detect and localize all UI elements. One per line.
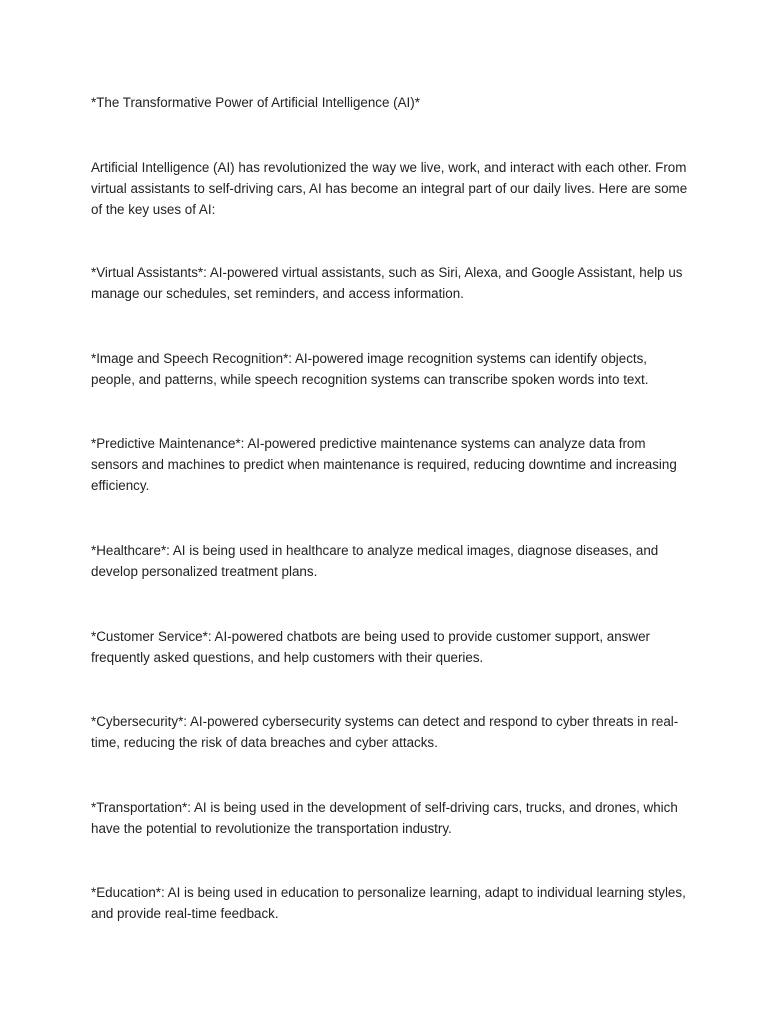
document-title: *The Transformative Power of Artificial Intelligence (AI)* <box>91 95 420 110</box>
paragraph-image-speech-recognition: *Image and Speech Recognition*: AI-powered image recognition systems can identify objects, people, and patterns, while speech recognition systems can transcribe spoken words into text. <box>91 351 649 387</box>
paragraph-customer-service: *Customer Service*: AI-powered chatbots are being used to provide customer support, answer frequently asked questions, and help customers with their queries. <box>91 629 650 665</box>
paragraph-predictive-maintenance: *Predictive Maintenance*: AI-powered predictive maintenance systems can analyze data from sensors and machines to predict when maintenance is required, reducing downtime and increasing efficiency. <box>91 436 677 493</box>
paragraph-virtual-assistants: *Virtual Assistants*: AI-powered virtual assistants, such as Siri, Alexa, and Google Assistant, help us manage our schedules, set reminders, and access information. <box>91 265 683 301</box>
paragraph-cybersecurity: *Cybersecurity*: AI-powered cybersecurity systems can detect and respond to cyber threats in real-time, reducing the risk of data breaches and cyber attacks. <box>91 714 679 750</box>
paragraph-transportation: *Transportation*: AI is being used in the development of self-driving cars, trucks, and drones, which have the potential to revolutionize the transportation industry. <box>91 800 678 836</box>
paragraph-education: *Education*: AI is being used in education to personalize learning, adapt to individual learning styles, and provide real-time feedback. <box>91 885 686 921</box>
paragraph-healthcare: *Healthcare*: AI is being used in healthcare to analyze medical images, diagnose diseases, and develop personalized treatment plans. <box>91 543 659 579</box>
intro-paragraph: Artificial Intelligence (AI) has revolutionized the way we live, work, and interact with each other. From virtual assistants to self-driving cars, AI has become an integral part of our daily lives. Here are some of the key uses of AI: <box>91 160 688 217</box>
